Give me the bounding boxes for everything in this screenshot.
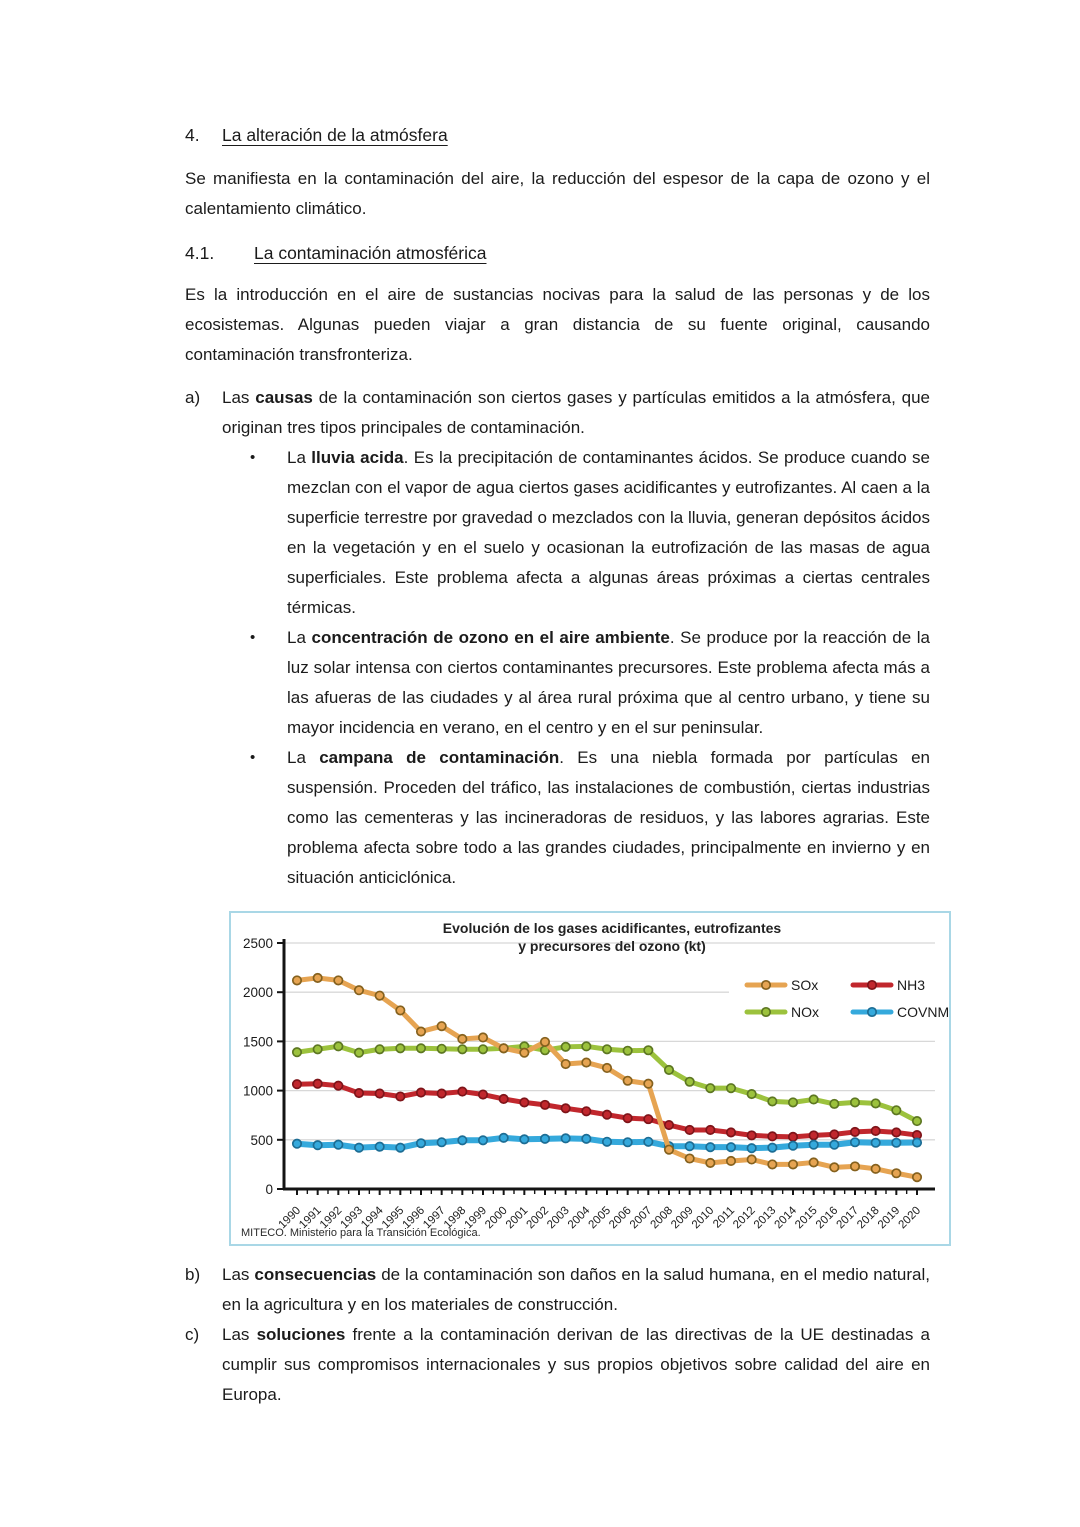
bullet-ozono [185, 623, 930, 743]
subsection-title: La contaminación atmosférica [254, 243, 487, 263]
list-item-c [185, 1320, 930, 1410]
section-number: 4. [185, 125, 200, 145]
section-heading [185, 120, 930, 150]
bullet-lluvia-acida-text: La lluvia acida. Es la precipitación de contaminantes ácidos. Se produce cuando se mezclan con el vapor de agua ciertos gases acidificantes y eutrofizantes. Al caen a la superficie terrestre por gravedad o mezclados con la lluvia, generan depósitos ácidos en la vegetación y en el suelo y ocasionan la eutrofización de las masas de agua superficiales. Este problema afecta a algunas áreas próximas a ciertas centrales térmicas. [287, 448, 930, 617]
subsection-heading [185, 238, 930, 268]
svg-text:2011: 2011 [711, 1204, 738, 1231]
svg-text:2016: 2016 [813, 1204, 841, 1232]
svg-text:2003: 2003 [545, 1204, 572, 1232]
svg-text:2013: 2013 [751, 1204, 779, 1232]
section-title: La alteración de la atmósfera [222, 125, 448, 145]
svg-text:2020: 2020 [896, 1204, 924, 1232]
list-item-c-label: c) [185, 1325, 200, 1344]
svg-text:1998: 1998 [441, 1204, 469, 1232]
svg-text:2010: 2010 [689, 1204, 717, 1232]
svg-text:2012: 2012 [731, 1204, 758, 1232]
definition-paragraph: Es la introducción en el aire de sustancias nocivas para la salud de las personas y de los ecosistemas. Algunas pueden viajar a gran distancia de su fuente original, causando contaminación transfronteriza. [185, 285, 930, 364]
list-item-a [185, 383, 930, 443]
bullet-ozono-text: La concentración de ozono en el aire ambiente. Se produce por la reacción de la luz solar intensa con ciertos contaminantes precursores. Este problema afecta más a las afueras de las ciudades y al área rural próxima que al centro urbano, y tiene su mayor incidencia en verano, en el centro y en el sur peninsular. [287, 628, 931, 737]
intro-paragraph: Se manifiesta en la contaminación del aire, la reducción del espesor de la capa de ozono y el calentamiento climático. [185, 169, 930, 218]
svg-text:NH3: NH3 [897, 977, 926, 993]
svg-text:2006: 2006 [607, 1204, 634, 1232]
svg-text:0: 0 [265, 1182, 273, 1197]
svg-text:NOx: NOx [791, 1004, 819, 1020]
chart-title-line1: Evolución de los gases acidificantes, eutrofizantes [442, 920, 782, 936]
svg-text:1999: 1999 [462, 1204, 490, 1232]
bullet-campana [185, 743, 930, 893]
svg-text:2017: 2017 [834, 1204, 862, 1232]
list-item-a-text: Las causas de la contaminación son ciertos gases y partículas emitidos a la atmósfera, que originan tres tipos principales de contaminación. [222, 388, 930, 437]
svg-text:1995: 1995 [379, 1204, 407, 1232]
svg-text:2014: 2014 [772, 1204, 800, 1232]
svg-text:2005: 2005 [586, 1204, 614, 1232]
svg-text:1991: 1991 [297, 1204, 324, 1232]
bullet-lluvia-acida [185, 443, 930, 623]
emissions-chart-canvas [231, 913, 949, 1244]
svg-text:SOx: SOx [791, 977, 819, 993]
bullet-dot: • [250, 749, 256, 766]
list-item-b-label: b) [185, 1265, 201, 1284]
svg-text:2007: 2007 [627, 1204, 655, 1232]
svg-text:2018: 2018 [855, 1204, 882, 1232]
svg-text:1993: 1993 [338, 1204, 366, 1232]
svg-text:1000: 1000 [242, 1083, 273, 1099]
svg-text:1992: 1992 [317, 1204, 345, 1232]
svg-text:2001: 2001 [503, 1204, 531, 1232]
svg-text:1500: 1500 [242, 1034, 273, 1050]
bullet-campana-text: La campana de contaminación. Es una niebla formada por partículas en suspensión. Proceden del tráfico, las instalaciones de combustión, ciertas industrias como las cementeras y las incineradoras de residuos, y las labores agrarias. Este problema afecta sobre todo a las grandes ciudades, principalmente en invierno y en situación anticiclónica. [287, 748, 931, 887]
bullet-dot: • [250, 449, 256, 466]
list-item-c-text: Las soluciones frente a la contaminación derivan de las directivas de la UE destinadas a cumplir sus compromisos internacionales y sus propios objetivos sobre calidad del aire en Europa. [222, 1325, 930, 1404]
svg-text:1996: 1996 [400, 1204, 428, 1232]
svg-text:1994: 1994 [359, 1204, 386, 1232]
list-item-a-label: a) [185, 388, 201, 407]
svg-text:2009: 2009 [669, 1204, 696, 1232]
chart-title [287, 919, 937, 955]
svg-text:2002: 2002 [524, 1204, 552, 1232]
svg-text:2004: 2004 [565, 1204, 593, 1232]
bullet-dot: • [250, 629, 256, 646]
chart-source: MITECO. Ministerio para la Transición Ecológica. [241, 1227, 481, 1239]
chart-title-line2: y precursores del ozono (kt) [518, 938, 706, 954]
list-item-b [185, 1260, 930, 1320]
svg-text:2000: 2000 [242, 985, 273, 1001]
svg-text:1997: 1997 [421, 1204, 448, 1232]
svg-text:500: 500 [250, 1132, 273, 1148]
subsection-number: 4.1. [185, 243, 215, 263]
svg-text:2500: 2500 [242, 936, 273, 951]
emissions-chart [229, 911, 951, 1246]
svg-text:2008: 2008 [648, 1204, 676, 1232]
svg-text:1990: 1990 [276, 1204, 304, 1232]
svg-text:COVNM: COVNM [897, 1004, 949, 1020]
list-item-b-text: Las consecuencias de la contaminación son daños en la salud humana, en el medio natural, en la agricultura y en los materiales de construcción. [222, 1265, 930, 1314]
svg-text:2015: 2015 [793, 1204, 820, 1232]
svg-text:2000: 2000 [483, 1204, 510, 1232]
svg-text:2019: 2019 [875, 1204, 903, 1232]
